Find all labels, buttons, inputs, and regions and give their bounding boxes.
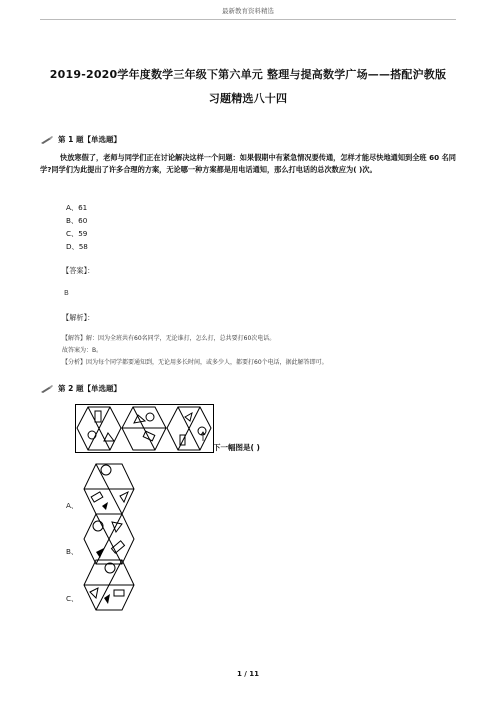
q2-option-c-figure[interactable]	[82, 558, 136, 612]
q1-analysis-line2: 故答案为：B。	[62, 347, 103, 354]
q1-option-a[interactable]: A、61	[66, 203, 88, 212]
q1-option-b[interactable]: B、60	[66, 216, 88, 225]
pen-icon	[40, 385, 54, 393]
q1-option-d[interactable]: D、58	[66, 242, 88, 251]
q1-option-c[interactable]: C、59	[66, 229, 88, 238]
document-title-line2: 习题精选八十四	[208, 92, 288, 105]
q2-heading: 第 2 题【单选题】	[40, 383, 121, 394]
q2-option-c[interactable]: C、	[66, 594, 79, 603]
q2-option-a[interactable]: A、	[66, 501, 79, 510]
q1-analysis-label: 【解析】：	[62, 313, 95, 322]
q2-option-b[interactable]: B、	[66, 547, 79, 556]
page-header: 最新教育资料精选	[222, 7, 274, 15]
q1-analysis-line3: 【分析】因为每个同学都要通知到，无论用多长时间，或多少人，都要打60个电话，据此解答即可。	[62, 359, 328, 366]
pen-icon	[40, 136, 54, 144]
q2-question: 下一幅图是( )	[213, 443, 260, 452]
page-number: 1 / 11	[236, 670, 260, 678]
q1-heading: 第 1 题【单选题】	[40, 134, 121, 145]
document-title-line1: 2019-2020学年度数学三年级下第六单元 整理与提高数学广场——搭配沪教版	[49, 68, 447, 81]
q1-answer-label: 【答案】：	[62, 266, 95, 275]
q1-answer-value: B	[64, 289, 69, 297]
header-divider	[40, 19, 456, 20]
q1-stem: 快放寒假了，老师与同学们正在讨论解决这样一个问题：如果假期中有紧急情况要传通，怎样才能尽快地通知到全班 60 名同学?同学们为此提出了许多合理的方案，无论哪一种方案都是用电话通知，那么打电话的总次数应为( )次。	[40, 153, 456, 174]
q2-sequence-figure	[75, 404, 214, 453]
q2-option-a-figure[interactable]	[82, 462, 136, 516]
q1-analysis-line1: 【解答】解：因为全班共有60名同学，无论谁打，怎么打，总共要打60次电话。	[62, 335, 276, 342]
